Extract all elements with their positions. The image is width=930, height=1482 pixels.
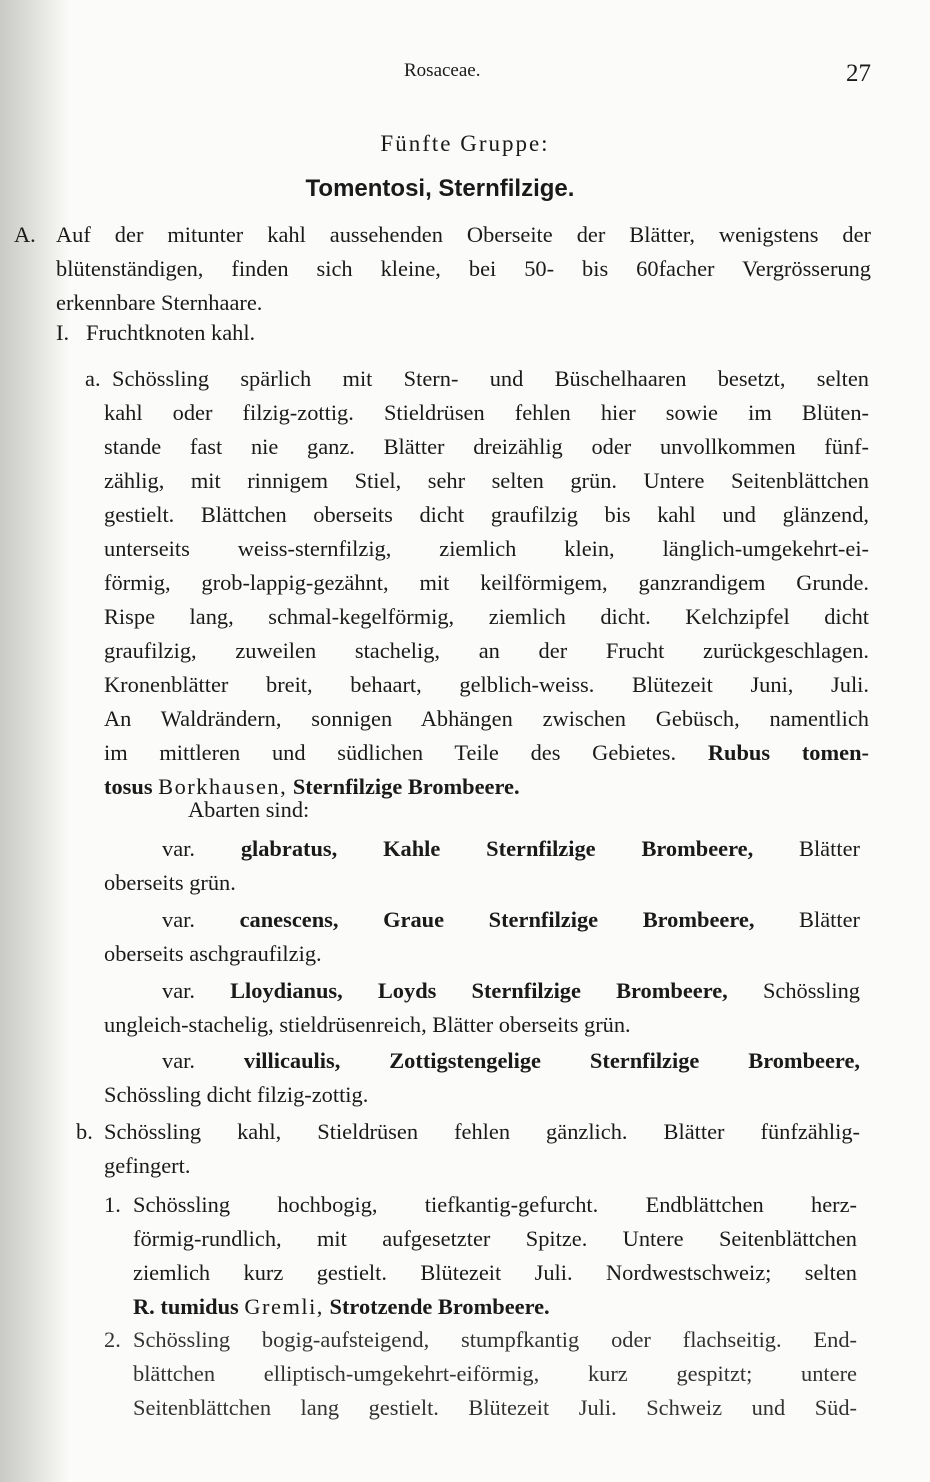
species-name: Rubus tomen- bbox=[707, 740, 869, 765]
common-name: Strotzende Brombeere. bbox=[329, 1294, 550, 1319]
author-name: Borkhausen, bbox=[158, 774, 288, 799]
variety-desc-line: ungleich-stachelig, stieldrüsenreich, Blätter oberseits grün. bbox=[104, 1012, 631, 1037]
text-line: An Waldrändern, sonnigen Abhängen zwischen Gebüsch, namentlich bbox=[104, 706, 869, 731]
text-line: Kronenblätter breit, behaart, gelblich-weiss. Blütezeit Juni, Juli. bbox=[104, 672, 869, 697]
variety-common-name: Kahle Sternfilzige Brombeere, bbox=[383, 836, 754, 861]
species-name: tosus bbox=[104, 774, 153, 799]
text-line bbox=[104, 736, 869, 770]
text-line: Schössling kahl, Stieldrüsen fehlen gänzlich. Blätter fünfzählig- bbox=[104, 1119, 860, 1144]
text-line bbox=[133, 1290, 857, 1324]
variety-name: Lloydianus, bbox=[230, 978, 343, 1003]
text-line: ziemlich kurz gestielt. Blütezeit Juli. Nordwestschweiz; selten bbox=[133, 1260, 857, 1285]
section-b-marker: b. bbox=[76, 1119, 93, 1144]
item-2-marker: 2. bbox=[104, 1327, 121, 1352]
variety-name: villicaulis, bbox=[243, 1048, 341, 1073]
variety-line bbox=[162, 974, 860, 1008]
text-line: erkennbare Sternhaare. bbox=[56, 290, 263, 315]
variety-desc-line: oberseits aschgraufilzig. bbox=[104, 941, 322, 966]
text-line: graufilzig, zuweilen stachelig, an der Frucht zurückgeschlagen. bbox=[104, 638, 869, 663]
item-1-marker: 1. bbox=[104, 1192, 121, 1217]
page-number: 27 bbox=[846, 60, 871, 87]
variety-prefix: var. bbox=[162, 836, 195, 861]
variety-name: glabratus, bbox=[240, 836, 338, 861]
variety-villicaulis bbox=[104, 1044, 860, 1112]
group-subtitle: Tomentosi, Sternfilzige. bbox=[305, 175, 575, 202]
varieties-intro: Abarten sind: bbox=[188, 797, 310, 822]
text-line: Seitenblättchen lang gestielt. Blütezeit Juli. Schweiz und Süd- bbox=[133, 1395, 857, 1420]
variety-desc: Blätter bbox=[799, 836, 860, 861]
text-line: gefingert. bbox=[104, 1153, 191, 1178]
rubus-tomentosus-description bbox=[104, 362, 869, 804]
text-line: Auf der mitunter kahl aussehenden Oberseite der Blätter, wenigstens der bbox=[56, 222, 871, 247]
author-name: Gremli, bbox=[244, 1294, 324, 1319]
group-title: Fünfte Gruppe: bbox=[380, 131, 550, 156]
variety-prefix: var. bbox=[162, 978, 195, 1003]
text-line: stande fast nie ganz. Blätter dreizählig oder unvollkommen fünf- bbox=[104, 434, 869, 459]
text-line: gestielt. Blättchen oberseits dicht graufilzig bis kahl und glänzend, bbox=[104, 502, 869, 527]
text-line: zählig, mit rinnigem Stiel, sehr selten grün. Untere Seitenblättchen bbox=[104, 468, 869, 493]
item-2-description bbox=[133, 1323, 857, 1425]
species-name: R. tumidus bbox=[133, 1294, 239, 1319]
variety-name: canescens, bbox=[239, 907, 339, 932]
section-a-marker: A. bbox=[14, 222, 36, 247]
variety-common-name: Graue Sternfilzige Brombeere, bbox=[383, 907, 755, 932]
variety-glabratus bbox=[104, 832, 860, 900]
variety-prefix: var. bbox=[162, 907, 195, 932]
running-head: Rosaceae. bbox=[404, 60, 481, 81]
section-i-marker: I. bbox=[56, 320, 70, 345]
text-line: förmig, grob-lappig-gezähnt, mit keilförmigem, ganzrandigem Grunde. bbox=[104, 570, 869, 595]
section-a-paragraph bbox=[56, 218, 871, 320]
text-line: unterseits weiss-sternfilzig, ziemlich klein, länglich-umgekehrt-ei- bbox=[104, 536, 869, 561]
rubus-tumidus-description bbox=[133, 1188, 857, 1324]
text-line: kahl oder filzig-zottig. Stieldrüsen fehlen hier sowie im Blüten- bbox=[104, 400, 869, 425]
variety-desc: Schössling bbox=[762, 978, 860, 1003]
text-line: Schössling spärlich mit Stern- und Büschelhaaren besetzt, selten bbox=[112, 366, 869, 391]
variety-common-name: Zottigstengelige Sternfilzige Brombeere, bbox=[389, 1048, 860, 1073]
text-fragment: im mittleren und südlichen Teile des Gebietes. bbox=[104, 740, 677, 765]
section-b-paragraph bbox=[104, 1115, 860, 1183]
variety-lloydianus bbox=[104, 974, 860, 1042]
text-line: Schössling hochbogig, tiefkantig-gefurcht. Endblättchen herz- bbox=[133, 1192, 857, 1217]
text-line: Rispe lang, schmal-kegelförmig, ziemlich dicht. Kelchzipfel dicht bbox=[104, 604, 869, 629]
text-line: Schössling bogig-aufsteigend, stumpfkantig oder flachseitig. End- bbox=[133, 1327, 857, 1352]
variety-prefix: var. bbox=[162, 1048, 195, 1073]
variety-desc: Blätter bbox=[799, 907, 860, 932]
section-a-lower-marker: a. bbox=[85, 366, 101, 391]
variety-desc-line: Schössling dicht filzig-zottig. bbox=[104, 1082, 369, 1107]
section-i-text bbox=[86, 316, 255, 350]
variety-canescens bbox=[104, 903, 860, 971]
text-line: blättchen elliptisch-umgekehrt-eiförmig, kurz gespitzt; untere bbox=[133, 1361, 857, 1386]
text-line: förmig-rundlich, mit aufgesetzter Spitze. Untere Seitenblättchen bbox=[133, 1226, 857, 1251]
variety-desc-line: oberseits grün. bbox=[104, 870, 236, 895]
variety-common-name: Loyds Sternfilzige Brombeere, bbox=[377, 978, 728, 1003]
common-name: Sternfilzige Brombeere. bbox=[292, 774, 520, 799]
text-line: Fruchtknoten kahl. bbox=[86, 320, 256, 345]
variety-line bbox=[162, 903, 860, 937]
variety-line bbox=[162, 832, 860, 866]
text-line: blütenständigen, finden sich kleine, bei 50- bis 60facher Vergrösserung bbox=[56, 256, 871, 281]
variety-line bbox=[162, 1044, 860, 1078]
